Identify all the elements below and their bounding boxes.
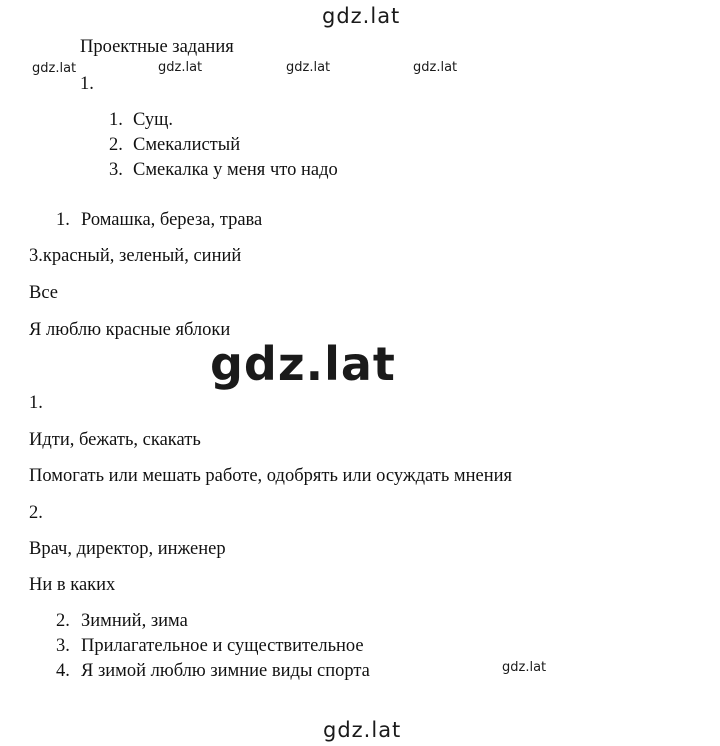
answer-line: Идти, бежать, скакать [29,430,201,450]
list-item-text: Зимний, зима [81,611,188,631]
answer-line: Все [29,283,58,303]
list-item-number: 3. [56,636,70,656]
watermark-small: gdz.lat [158,60,203,75]
watermark-small: gdz.lat [502,660,547,675]
answer-line: Я люблю красные яблоки [29,320,231,340]
watermark-bottom: gdz.lat [323,718,402,742]
watermark-large: gdz.lat [210,337,396,391]
list-item-number: 1. [56,210,70,230]
section-number: 1. [80,74,94,94]
list-item-text: Смекалистый [133,135,241,155]
answer-line: 3.красный, зеленый, синий [29,246,242,266]
list-item-text: Смекалка у меня что надо [133,160,338,180]
list-item-number: 1. [109,110,123,130]
answer-line: Врач, директор, инженер [29,539,226,559]
list-item-number: 4. [56,661,70,681]
watermark-small: gdz.lat [286,60,331,75]
list-item-number: 2. [56,611,70,631]
answer-line: 2. [29,503,43,523]
list-item-number: 3. [109,160,123,180]
watermark-top: gdz.lat [322,4,401,28]
watermark-small: gdz.lat [413,60,458,75]
list-item-text: Ромашка, береза, трава [81,210,263,230]
list-item-text: Сущ. [133,110,173,130]
watermark-small: gdz.lat [32,61,77,76]
answer-line: Помогать или мешать работе, одобрять или осуждать мнения [29,466,513,486]
list-item-text: Я зимой люблю зимние виды спорта [81,661,370,681]
list-item-number: 2. [109,135,123,155]
answer-line: Ни в каких [29,575,116,595]
list-item-text: Прилагательное и существительное [81,636,364,656]
page-title: Проектные задания [80,37,234,57]
answer-line: 1. [29,393,43,413]
